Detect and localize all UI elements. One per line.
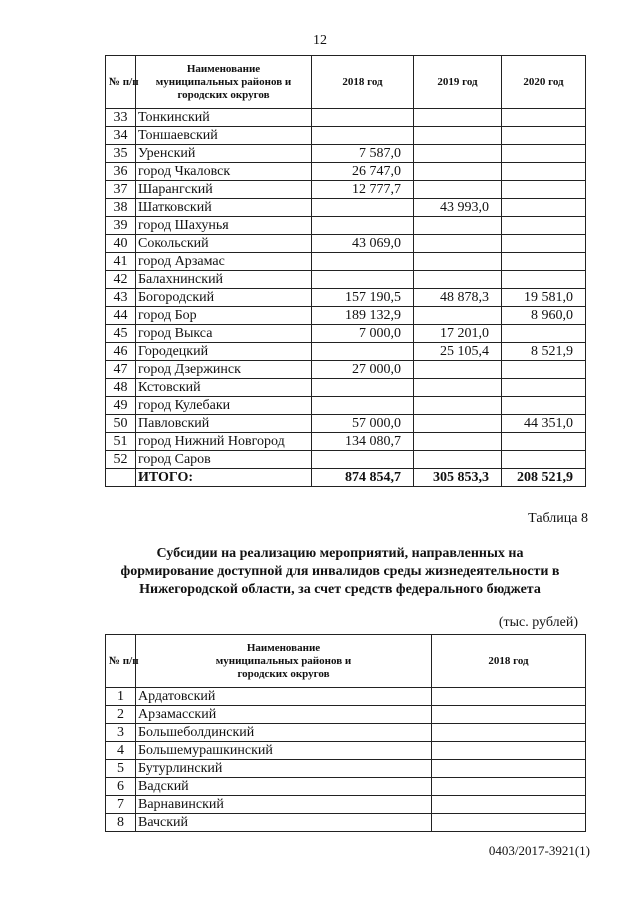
col-header-name: Наименование муниципальных районов и городских округов: [136, 635, 432, 688]
value-2018: [312, 343, 414, 361]
district-name: Павловский: [136, 415, 312, 433]
value-2018: [312, 397, 414, 415]
value-2019: [414, 397, 502, 415]
value-2018: [312, 379, 414, 397]
total-2019: 305 853,3: [414, 469, 502, 487]
value-2018: 57 000,0: [312, 415, 414, 433]
value-2019: [414, 127, 502, 145]
value-2018: [312, 271, 414, 289]
value-2019: [414, 145, 502, 163]
value-2019: 48 878,3: [414, 289, 502, 307]
total-2020: 208 521,9: [502, 469, 586, 487]
col-header-2019: 2019 год: [414, 56, 502, 109]
district-name: Шарангский: [136, 181, 312, 199]
value-2020: [502, 325, 586, 343]
district-name: город Шахунья: [136, 217, 312, 235]
district-name: город Дзержинск: [136, 361, 312, 379]
title-line: формирование доступной для инвалидов среды жизнедеятельности в: [120, 564, 560, 579]
district-name: Богородский: [136, 289, 312, 307]
value-2018: 27 000,0: [312, 361, 414, 379]
table-row: [106, 415, 586, 433]
value-2018: 43 069,0: [312, 235, 414, 253]
title-line: Субсидии на реализацию мероприятий, направленных на: [156, 546, 524, 561]
row-number: 45: [106, 325, 136, 343]
value-2018: 189 132,9: [312, 307, 414, 325]
value-2018: [432, 724, 586, 742]
value-2019: [414, 433, 502, 451]
value-2018: [432, 742, 586, 760]
document-number: 0403/2017-3921(1): [488, 843, 590, 858]
value-2020: [502, 109, 586, 127]
district-name: Сокольский: [136, 235, 312, 253]
table-header-row: [106, 635, 586, 688]
table-title: [80, 545, 600, 599]
value-2019: [414, 181, 502, 199]
value-2018: 7 000,0: [312, 325, 414, 343]
district-name: город Выкса: [136, 325, 312, 343]
row-number: 33: [106, 109, 136, 127]
value-2019: [414, 253, 502, 271]
value-2020: [502, 271, 586, 289]
table-row: [106, 307, 586, 325]
table-row: [106, 814, 586, 832]
subsidy-table-continued: [105, 55, 586, 487]
row-number: 1: [106, 688, 136, 706]
value-2019: 25 105,4: [414, 343, 502, 361]
value-2020: [502, 235, 586, 253]
district-name: Уренский: [136, 145, 312, 163]
district-name: Шатковский: [136, 199, 312, 217]
table-row: [106, 271, 586, 289]
table-row: [106, 217, 586, 235]
value-2018: [312, 127, 414, 145]
value-2019: 43 993,0: [414, 199, 502, 217]
value-2019: [414, 235, 502, 253]
title-line: Нижегородской области, за счет средств федерального бюджета: [139, 582, 541, 597]
value-2020: [502, 145, 586, 163]
value-2020: 44 351,0: [502, 415, 586, 433]
total-2018: 874 854,7: [312, 469, 414, 487]
value-2018: 157 190,5: [312, 289, 414, 307]
row-number: 42: [106, 271, 136, 289]
value-2019: [414, 415, 502, 433]
row-number: 39: [106, 217, 136, 235]
table-row: [106, 724, 586, 742]
value-2019: [414, 361, 502, 379]
district-name: Ардатовский: [136, 688, 432, 706]
value-2018: 7 587,0: [312, 145, 414, 163]
table-row: [106, 433, 586, 451]
col-header-2018: 2018 год: [312, 56, 414, 109]
district-name: Городецкий: [136, 343, 312, 361]
row-number: 41: [106, 253, 136, 271]
table-row: [106, 706, 586, 724]
district-name: Бутурлинский: [136, 760, 432, 778]
value-2020: [502, 163, 586, 181]
district-name: Арзамасский: [136, 706, 432, 724]
units-label: (тыс. рублей): [498, 615, 578, 630]
row-number: 52: [106, 451, 136, 469]
row-number: 8: [106, 814, 136, 832]
row-number: 34: [106, 127, 136, 145]
table-header-row: [106, 56, 586, 109]
value-2020: [502, 253, 586, 271]
row-number: 35: [106, 145, 136, 163]
table-row: [106, 397, 586, 415]
value-2018: 134 080,7: [312, 433, 414, 451]
value-2020: [502, 199, 586, 217]
table-row: [106, 361, 586, 379]
table-row: [106, 325, 586, 343]
value-2020: 8 521,9: [502, 343, 586, 361]
district-name: Тонкинский: [136, 109, 312, 127]
col-header-2018: 2018 год: [432, 635, 586, 688]
value-2019: 17 201,0: [414, 325, 502, 343]
table-row: [106, 379, 586, 397]
district-name: город Кулебаки: [136, 397, 312, 415]
col-header-name: Наименование муниципальных районов и городских округов: [136, 56, 312, 109]
row-number: 37: [106, 181, 136, 199]
value-2020: [502, 433, 586, 451]
value-2018: [432, 796, 586, 814]
table-row: [106, 796, 586, 814]
district-name: город Бор: [136, 307, 312, 325]
table-row: [106, 253, 586, 271]
table-row: [106, 343, 586, 361]
row-number: 43: [106, 289, 136, 307]
value-2020: [502, 217, 586, 235]
table-row: [106, 760, 586, 778]
district-name: Вачский: [136, 814, 432, 832]
value-2018: [312, 451, 414, 469]
district-name: Кстовский: [136, 379, 312, 397]
row-number: 4: [106, 742, 136, 760]
table-row: [106, 235, 586, 253]
table-label: Таблица 8: [528, 511, 588, 526]
table-row: [106, 145, 586, 163]
district-name: Вадский: [136, 778, 432, 796]
table-row: [106, 742, 586, 760]
row-number: 5: [106, 760, 136, 778]
district-name: город Нижний Новгород: [136, 433, 312, 451]
value-2020: [502, 181, 586, 199]
row-number: 40: [106, 235, 136, 253]
value-2020: [502, 379, 586, 397]
table-row: [106, 181, 586, 199]
total-row: [106, 469, 586, 487]
district-name: Варнавинский: [136, 796, 432, 814]
value-2018: 26 747,0: [312, 163, 414, 181]
value-2020: 19 581,0: [502, 289, 586, 307]
row-number: 50: [106, 415, 136, 433]
row-number: 7: [106, 796, 136, 814]
table-row: [106, 289, 586, 307]
row-number: 51: [106, 433, 136, 451]
value-2018: [312, 217, 414, 235]
table-row: [106, 127, 586, 145]
row-number: 2: [106, 706, 136, 724]
table-row: [106, 163, 586, 181]
col-header-2020: 2020 год: [502, 56, 586, 109]
row-number: 48: [106, 379, 136, 397]
value-2019: [414, 109, 502, 127]
row-number: 36: [106, 163, 136, 181]
table-row: [106, 451, 586, 469]
district-name: город Чкаловск: [136, 163, 312, 181]
value-2019: [414, 217, 502, 235]
table-row: [106, 778, 586, 796]
value-2019: [414, 379, 502, 397]
col-header-num: № п/п: [106, 635, 136, 688]
table-row: [106, 199, 586, 217]
value-2018: [432, 778, 586, 796]
col-header-num: № п/п: [106, 56, 136, 109]
district-name: Балахнинский: [136, 271, 312, 289]
value-2020: [502, 397, 586, 415]
district-name: Большеболдинский: [136, 724, 432, 742]
accessible-environment-table: [105, 634, 586, 832]
value-2019: [414, 271, 502, 289]
page-number: 12: [313, 33, 327, 48]
value-2019: [414, 451, 502, 469]
row-number: 49: [106, 397, 136, 415]
value-2018: [312, 109, 414, 127]
value-2018: 12 777,7: [312, 181, 414, 199]
row-number: 3: [106, 724, 136, 742]
total-empty-cell: [106, 469, 136, 487]
value-2020: [502, 451, 586, 469]
value-2018: [312, 199, 414, 217]
table-row: [106, 109, 586, 127]
total-label: ИТОГО:: [136, 469, 312, 487]
district-name: Тоншаевский: [136, 127, 312, 145]
value-2018: [432, 760, 586, 778]
row-number: 47: [106, 361, 136, 379]
value-2020: [502, 127, 586, 145]
district-name: Большемурашкинский: [136, 742, 432, 760]
value-2019: [414, 163, 502, 181]
value-2020: [502, 361, 586, 379]
value-2018: [432, 706, 586, 724]
row-number: 6: [106, 778, 136, 796]
district-name: город Арзамас: [136, 253, 312, 271]
table-row: [106, 688, 586, 706]
value-2018: [312, 253, 414, 271]
value-2019: [414, 307, 502, 325]
row-number: 38: [106, 199, 136, 217]
row-number: 46: [106, 343, 136, 361]
value-2018: [432, 814, 586, 832]
value-2018: [432, 688, 586, 706]
row-number: 44: [106, 307, 136, 325]
district-name: город Саров: [136, 451, 312, 469]
value-2020: 8 960,0: [502, 307, 586, 325]
